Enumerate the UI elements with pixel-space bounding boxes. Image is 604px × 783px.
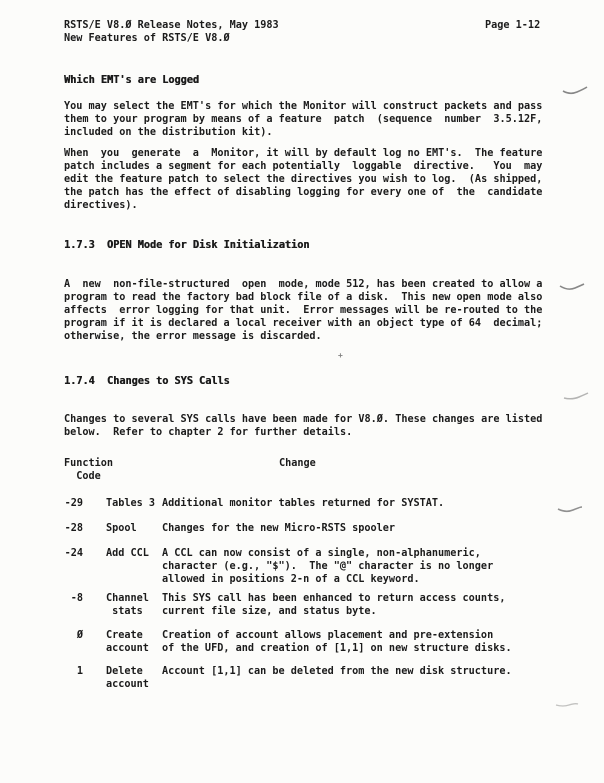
row-description: Changes for the new Micro-RSTS spooler (162, 523, 396, 534)
page-header (64, 19, 279, 45)
paragraph-sys-calls: Changes to several SYS calls have been made for V8.Ø. These changes are listed below. Refer to chapter 2 for further details. (64, 414, 543, 438)
row-code: -29 (64, 498, 83, 509)
ink-speck: + (338, 351, 343, 360)
row-code: -8 (70, 593, 83, 604)
row-name: Tables 3 (106, 498, 156, 509)
section-heading-sys-calls: 1.7.4 Changes to SYS Calls (64, 376, 230, 387)
row-description: Creation of account allows placement and pre-extension of the UFD, and creation of [1,1] on new structure disks. (162, 630, 512, 654)
scan-artifact-icon (557, 503, 583, 514)
scan-artifact-icon (563, 391, 589, 402)
row-description: Additional monitor tables returned for SYSTAT. (162, 498, 445, 509)
row-description: This SYS call has been enhanced to return access counts, current file size, and status byte. (162, 593, 506, 617)
table-header-code-label: Code (76, 471, 101, 482)
scan-artifact-icon (559, 281, 585, 292)
row-name: Create account (106, 630, 149, 654)
row-code: 1 (76, 666, 83, 677)
header-title-line2: New Features of RSTS/E V8.Ø (64, 33, 230, 44)
row-name: Channel stats (106, 593, 149, 617)
row-description: Account [1,1] can be deleted from the new disk structure. (162, 666, 512, 677)
table-header-change-label: Change (279, 458, 316, 469)
row-code: Ø (76, 630, 83, 641)
table-header-function (64, 457, 113, 483)
paragraph-emt-2: When you generate a Monitor, it will by default log no EMT's. The feature patch includes a segment for each potentially loggable directive. You may edit the feature patch to select the directives you wish to log. (As shipped, the patch has the effect of disabling logging for every one of the candidate directives). (64, 148, 543, 211)
table-header-function-label: Function (64, 458, 114, 469)
scan-artifact-icon (562, 85, 588, 96)
paragraph-emt-1: You may select the EMT's for which the Monitor will construct packets and pass them to your program by means of a feature patch (sequence number 3.5.12F, included on the distribution kit). (64, 101, 543, 138)
row-name: Spool (106, 523, 137, 534)
row-name: Delete account (106, 666, 149, 690)
scan-artifact-icon (555, 700, 579, 709)
row-name: Add CCL (106, 548, 149, 559)
row-code: -24 (64, 548, 83, 559)
row-code: -28 (64, 523, 83, 534)
page-number: Page 1-12 (485, 20, 541, 31)
header-title-line1: RSTS/E V8.Ø Release Notes, May 1983 (64, 20, 279, 31)
row-description: A CCL can now consist of a single, non-alphanumeric, character (e.g., "$"). The "@" character is no longer allowed in positions 2-n of a CCL keyword. (162, 548, 494, 585)
section-heading-open-mode: 1.7.3 OPEN Mode for Disk Initialization (64, 240, 310, 251)
paragraph-open-mode: A new non-file-structured open mode, mode 512, has been created to allow a program to read the factory bad block file of a disk. This new open mode also affects error logging for that unit. Error messages will be re-routed to the program if it is declared a local receiver with an object type of 64 decimal; otherwise, the error message is discarded. (64, 279, 543, 342)
section-heading-emt-logging: Which EMT's are Logged (64, 75, 199, 86)
